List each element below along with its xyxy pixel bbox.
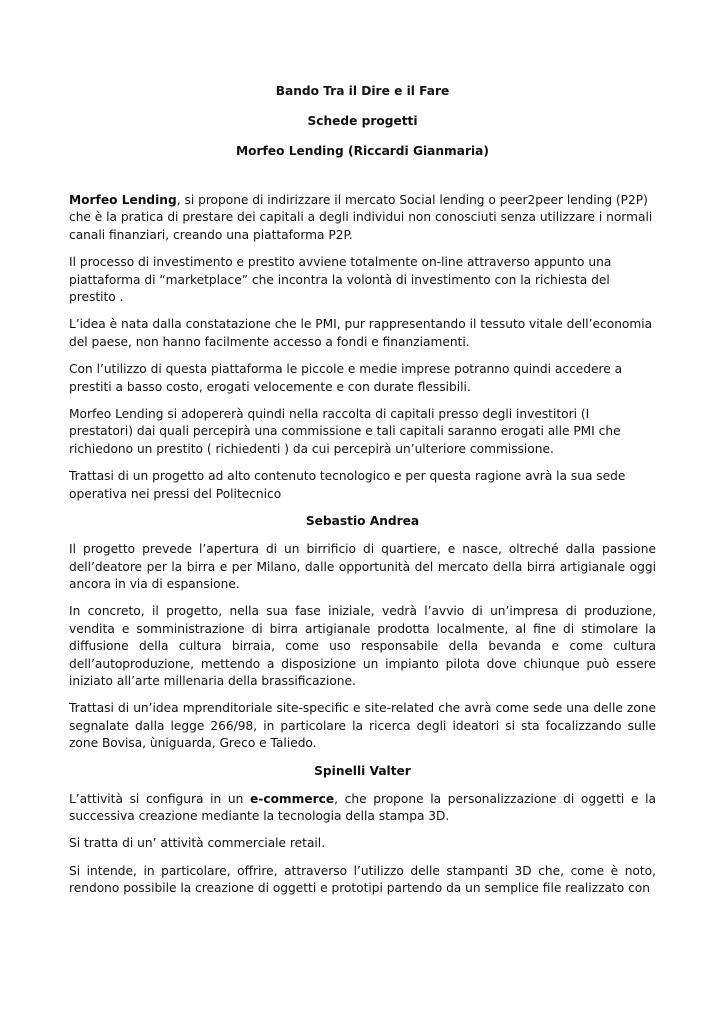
project3-paragraph-1-post: , che propone la personalizzazione di oggetti e la successiva creazione mediante la tecnologia della stampa 3D. bbox=[69, 791, 656, 823]
project1-paragraph-4: Con l’utilizzo di questa piattaforma le piccole e medie imprese potranno quindi accedere a prestiti a basso costo, erogati velocemente e con durate flessibili. bbox=[69, 362, 623, 394]
project2-paragraph-3: Trattasi di un’idea mprenditoriale site-specific e site-related che avrà come sede una delle zone segnalate dalla legge 266/98, in particolare la ricerca degli ideatori si sta focalizzando sulle zone Bovisa, ùniguarda, Greco e Taliedo. bbox=[69, 701, 656, 751]
project1-paragraph-2: Il processo di investimento e prestito avviene totalmente on-line attraverso appunto una piattaforma di “marketplace” che incontra la volontà di investimento con la richiesta del prestito . bbox=[69, 255, 612, 305]
project3-paragraph-2: Si tratta di un’ attività commerciale retail. bbox=[69, 836, 326, 851]
project3-paragraph-1 bbox=[69, 791, 656, 826]
document-title: Bando Tra il Dire e il Fare bbox=[275, 84, 450, 98]
project2-paragraph-2: In concreto, il progetto, nella sua fase iniziale, vedrà l’avvio di un’impresa di produzione, vendita e somministrazione di birra artigianale prodotta localmente, al fine di stimolare la diffusione della cultura birraia, come uso responsabile della bevanda e come cultura dell’autoproduzione, mettendo a disposizione un impianto pilota dove chiunque può essere iniziato all’arte millenaria della brassificazione. bbox=[69, 604, 656, 688]
project1-name-bold: Morfeo Lending bbox=[69, 193, 177, 207]
project1-heading: Morfeo Lending (Riccardi Gianmaria) bbox=[236, 144, 489, 158]
project3-heading: Spinelli Valter bbox=[314, 763, 411, 778]
project3-paragraph-1-pre: L’attività si configura in un bbox=[69, 791, 251, 806]
document-subtitle: Schede progetti bbox=[307, 114, 418, 128]
project3-paragraph-3: Si intende, in particolare, offrire, attraverso l’utilizzo delle stampanti 3D che, come è noto, rendono possibile la creazione di oggetti e prototipi partendo da un semplice file realizzato con bbox=[69, 863, 656, 896]
project1-paragraph-6: Trattasi di un progetto ad alto contenuto tecnologico e per questa ragione avrà la sua sede operativa nei pressi del Politecnico bbox=[69, 469, 626, 501]
project1-paragraph-3: L’idea è nata dalla constatazione che le PMI, pur rappresentando il tessuto vitale dell’economia del paese, non hanno facilmente accesso a fondi e finanziamenti. bbox=[69, 317, 653, 349]
project1-paragraph-1 bbox=[69, 192, 656, 244]
project2-paragraph-1: Il progetto prevede l’apertura di un birrificio di quartiere, e nasce, oltreché dalla passione dell’deatore per la birra e per Milano, dalle opportunità del mercato della birra artigianale oggi ancora in via di espansione. bbox=[69, 542, 656, 591]
project1-paragraph-1-text: , si propone di indirizzare il mercato Social lending o peer2peer lending (P2P) che è la pratica di prestare dei capitali a degli individui non conosciuti senza utilizzare i normali canali finanziari, creando una piattaforma P2P. bbox=[69, 193, 653, 242]
project3-ecommerce-bold: e-commerce bbox=[250, 791, 335, 806]
project2-heading: Sebastio Andrea bbox=[305, 514, 420, 529]
project1-paragraph-5: Morfeo Lending si adopererà quindi nella raccolta di capitali presso degli investitori (I prestatori) dai quali percepirà una commissione e tali capitali saranno erogati alle PMI che richiedono un prestito ( richiedenti ) da cui percepirà un’ulteriore commissione. bbox=[69, 407, 621, 456]
